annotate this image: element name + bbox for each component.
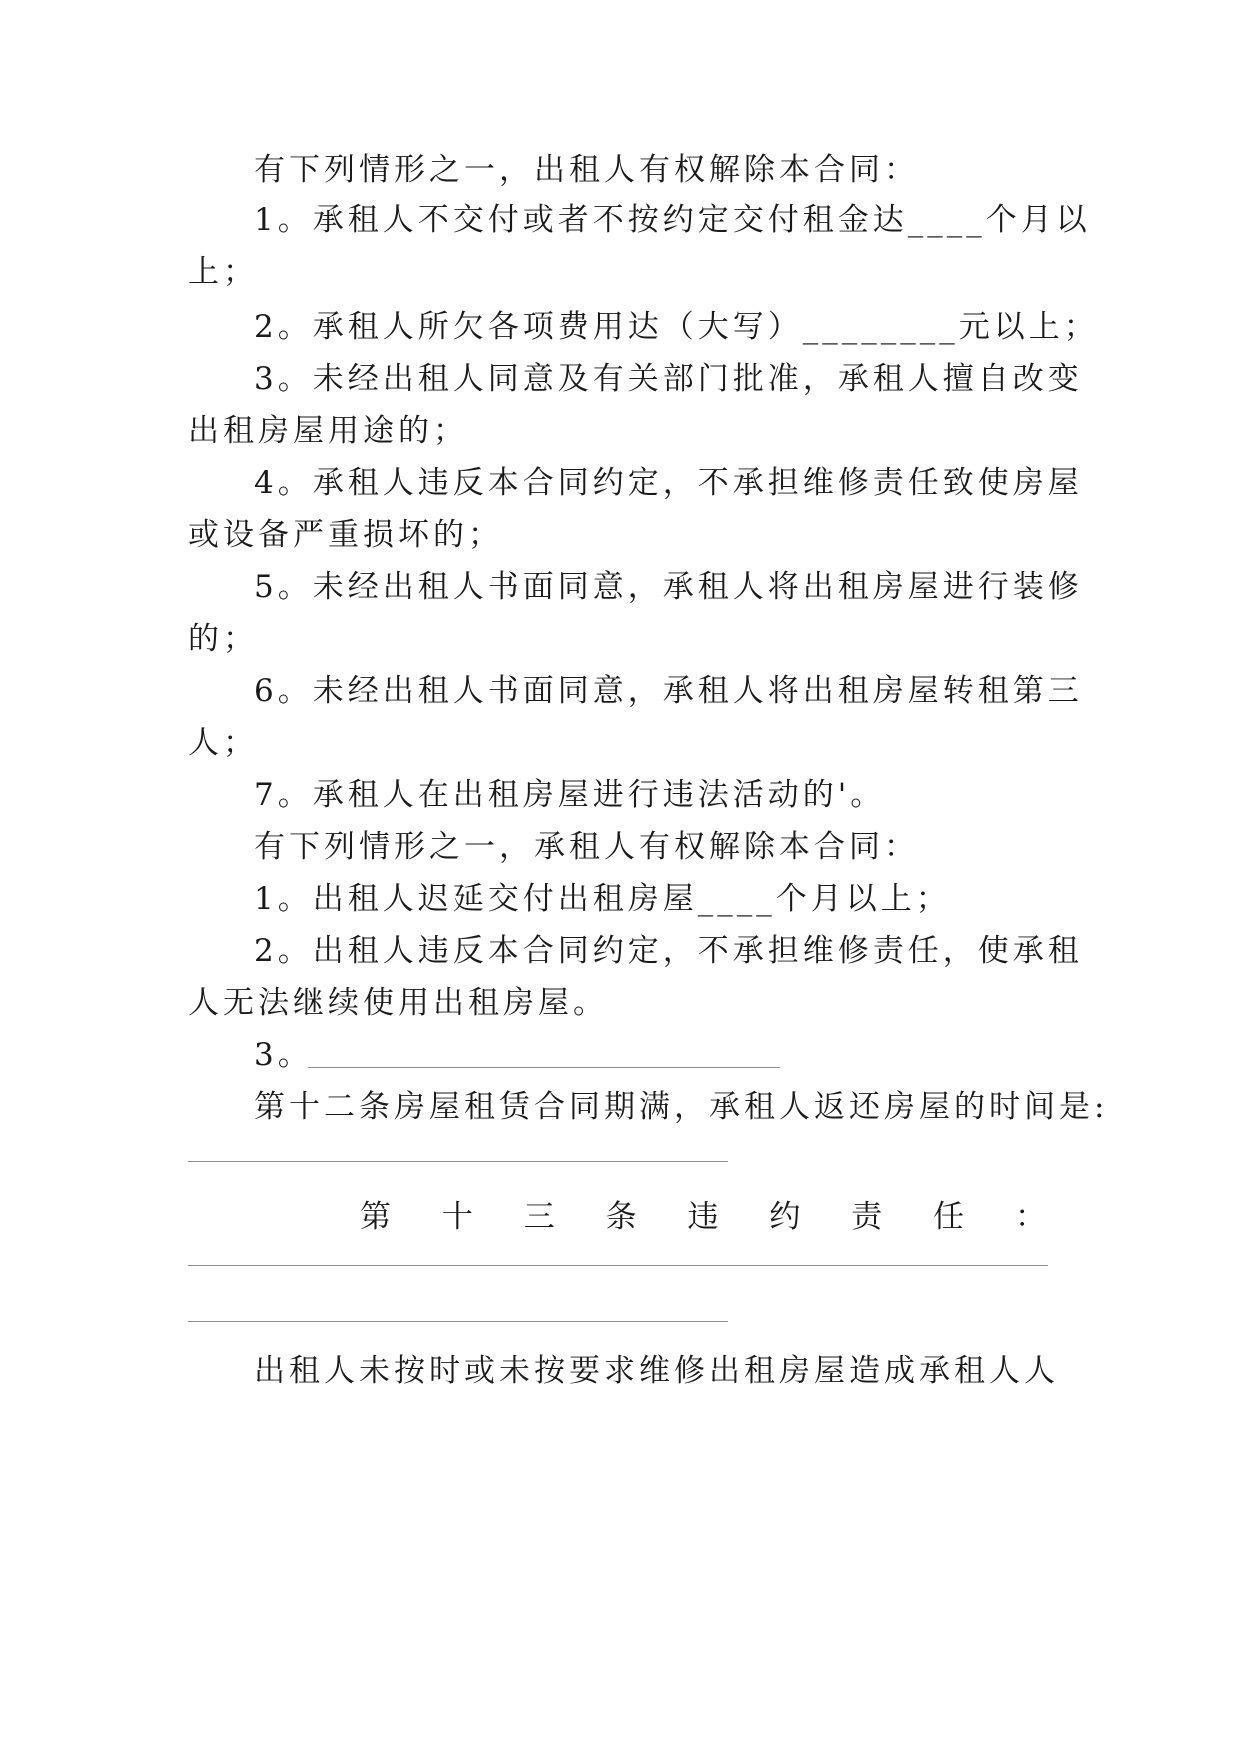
landlord-termination-item-4: 4。承租人违反本合同约定，不承担维修责任致使房屋	[254, 465, 1083, 501]
tenant-termination-item-1: 1。出租人迟延交付出租房屋____个月以上；	[254, 881, 951, 917]
blank-fill-line-article-13-b	[188, 1321, 728, 1322]
landlord-termination-item-4-cont: 或设备严重损坏的；	[188, 517, 503, 553]
blank-fill-line-item-3	[308, 1067, 780, 1068]
landlord-termination-item-3: 3。未经出租人同意及有关部门批准，承租人擅自改变	[254, 361, 1083, 397]
clause-landlord-termination-heading: 有下列情形之一，出租人有权解除本合同：	[254, 152, 919, 188]
landlord-termination-item-1: 1。承租人不交付或者不按约定交付租金达____个月以	[254, 202, 1091, 238]
tenant-termination-item-2: 2。出租人违反本合同约定，不承担维修责任，使承租	[254, 933, 1083, 969]
landlord-termination-item-2: 2。承租人所欠各项费用达（大写）________元以上；	[254, 309, 1099, 345]
tenant-termination-item-2-cont: 人无法继续使用出租房屋。	[188, 985, 608, 1021]
tenant-termination-item-3: 3。	[254, 1037, 313, 1073]
article-13-heading: 第十三条违约责任：	[360, 1199, 1050, 1235]
landlord-termination-item-3-cont: 出租房屋用途的；	[188, 413, 468, 449]
article-13-body: 出租人未按时或未按要求维修出租房屋造成承租人人	[254, 1353, 1059, 1389]
landlord-termination-item-5-cont: 的；	[188, 621, 258, 657]
landlord-termination-item-7: 7。承租人在出租房屋进行违法活动的'。	[254, 777, 886, 813]
blank-fill-line-article-12	[188, 1161, 728, 1162]
article-12-return-time: 第十二条房屋租赁合同期满，承租人返还房屋的时间是:	[254, 1089, 1109, 1125]
blank-fill-line-article-13-a	[188, 1265, 1048, 1266]
landlord-termination-item-5: 5。未经出租人书面同意，承租人将出租房屋进行装修	[254, 569, 1083, 605]
landlord-termination-item-1-cont: 上；	[188, 254, 258, 290]
clause-tenant-termination-heading: 有下列情形之一，承租人有权解除本合同：	[254, 829, 919, 865]
landlord-termination-item-6-cont: 人；	[188, 725, 258, 761]
landlord-termination-item-6: 6。未经出租人书面同意，承租人将出租房屋转租第三	[254, 673, 1083, 709]
